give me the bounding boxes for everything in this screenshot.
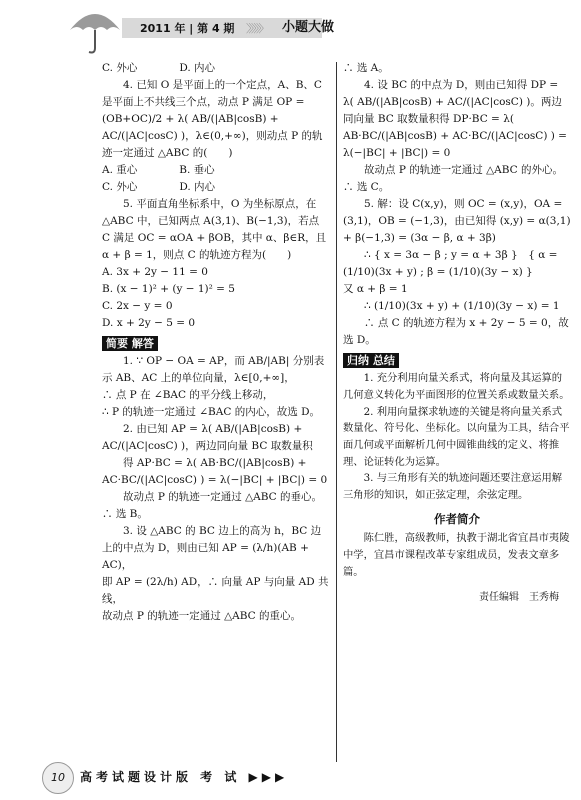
question-4: 4. 已知 O 是平面上的一个定点，A、B、C 是平面上不共线三个点，动点 P 满足 OP = (OB+OC)/2 + λ( AB/(|AB|cosB) + AC/(|AC|cosC) )，λ∈(0,+∞)，则动点 P 的轨迹一定通过 △ABC 的( ): [102, 79, 323, 159]
answer-2-a: 2. 由已知 AP = λ( AB/(|AB|cosB) + AC/(|AC|cosC) )，两边同向量 BC 取数量积: [102, 423, 313, 453]
question-5: 5. 平面直角坐标系中，O 为坐标原点，在 △ABC 中，已知两点 A(3,1)、B(−1,3)，若点 C 满足 OC = αOA + βOB，其中 α、β∈R，且 α + β = 1，则点 C 的轨迹方程为( ): [102, 198, 327, 261]
summary-tag: 归纳 总结: [343, 353, 399, 368]
author-bio: 陈仁胜，高级教师，执教于湖北省宜昌市夷陵中学，宜昌市课程改革专家组成员，发表文章多篇。: [343, 532, 570, 578]
page-header: [0, 0, 581, 58]
umbrella-icon: [66, 4, 124, 56]
footer-text: 高考试题设计版 考 试 ▶▶▶: [80, 770, 289, 784]
q5-option-c: C. 2x − y = 0: [102, 300, 173, 312]
page-number: 10: [42, 762, 74, 794]
issue-label: 2011 年 | 第 4 期: [140, 22, 235, 35]
q4-options-cd: C. 外心 D. 内心: [102, 181, 216, 193]
answer-2-b: 得 AP·BC = λ( AB·BC/(|AB|cosB) + AC·BC/(|AC|cosC) ) = λ(−|BC| + |BC|) = 0: [102, 457, 328, 487]
header-arrows: 〉〉〉〉〉〉: [246, 22, 267, 35]
left-column: [102, 60, 330, 625]
q5-option-b: B. (x − 1)² + (y − 1)² = 5: [102, 283, 235, 295]
answers-tag: 简要 解答: [102, 336, 158, 351]
answer-5-system: ∴ { x = 3α − β ; y = α + 3β } { α = (1/10)(3x + y) ; β = (1/10)(3y − x) }: [343, 249, 558, 278]
answer-5-a: 5. 解：设 C(x,y)，则 OC = (x,y)，OA = (3,1)，OB = (−1,3)，由已知得 (x,y) = α(3,1) + β(−1,3) = (3α − β, α + 3β): [343, 198, 571, 244]
q5-option-a: A. 3x + 2y − 11 = 0: [102, 266, 208, 278]
right-column: [343, 60, 571, 607]
answer-3-a: 3. 设 △ABC 的 BC 边上的高为 h，BC 边上的中点为 D，则由已知 AP = (λ/h)(AB + AC)，: [102, 525, 322, 572]
page-footer: [28, 760, 568, 790]
answer-1-c: ∴ P 的轨迹一定通过 ∠BAC 的内心，故选 D。: [102, 406, 320, 419]
column-divider: [336, 62, 337, 762]
answer-3-c: 故动点 P 的轨迹一定通过 △ABC 的重心。: [102, 610, 302, 623]
editor-credit: 责任编辑 王秀梅: [479, 592, 559, 604]
summary-3: 3. 与三角形有关的轨迹问题还要注意运用解三角形的知识，如正弦定理，余弦定理。: [343, 472, 563, 502]
answer-5-e: ∴ 点 C 的轨迹方程为 x + 2y − 5 = 0，故选 D。: [343, 317, 569, 346]
q5-option-d: D. x + 2y − 5 = 0: [102, 317, 196, 329]
column-title: 小题大做: [282, 20, 335, 35]
answer-4-b: 故动点 P 的轨迹一定通过 △ABC 的外心。∴ 选 C。: [343, 164, 564, 193]
summary-2: 2. 利用向量探求轨迹的关键是将向量关系式数量化、符号化、坐标化。以向量为工具，结合平面几何或平面解析几何中圆锥曲线的定义、将推理、论证转化为运算。: [343, 405, 570, 468]
author-title: 作者简介: [434, 511, 480, 526]
summary-1: 1. 充分利用向量关系式，将向量及其运算的几何意义转化为平面图形的位置关系或数量关系。: [343, 372, 570, 402]
q4-options-ab: A. 重心 B. 垂心: [102, 164, 215, 176]
answer-5-c: 又 α + β = 1: [343, 283, 408, 295]
q3-options: C. 外心 D. 内心: [102, 62, 216, 74]
answer-1-a: 1. ∵ OP − OA = AP，而 AB/|AB| 分别表示 AB、AC 上的单位向量，λ∈[0,+∞]，: [102, 355, 325, 385]
answer-4-a: 4. 设 BC 的中点为 D，则由已知得 DP = λ( AB/(|AB|cosB) + AC/(|AC|cosC) )。两边同向量 BC 取数量积得 DP·BC = λ( AB·BC/(|AB|cosB) + AC·BC/(|AC|cosC) ) = λ(−|BC| + |BC|) = 0: [343, 79, 567, 159]
answer-3-end: ∴ 选 A。: [343, 62, 389, 74]
answer-1-b: ∴ 点 P 在 ∠BAC 的平分线上移动，: [102, 389, 274, 402]
answer-3-b: 即 AP = (2λ/h) AD，∴ 向量 AP 与向量 AD 共线，: [102, 576, 329, 606]
answer-2-c: 故动点 P 的轨迹一定通过 △ABC 的垂心。∴ 选 B。: [102, 491, 323, 521]
answer-5-d: ∴ (1/10)(3x + y) + (1/10)(3y − x) = 1: [364, 300, 560, 312]
